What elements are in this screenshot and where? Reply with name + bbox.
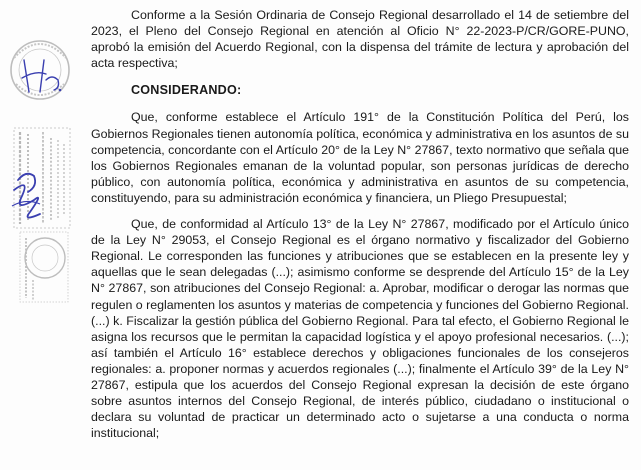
intro-paragraph: Conforme a la Sesión Ordinaria de Consejo Regional desarrollado el 14 de setiembre del 2023, el Pleno del Consejo Regional en atención al Oficio N° 22-2023-P/CR/GORE-PUNO, aprobó la emisión del Acuerdo Regional, con la dispensa del trámite de lectura y aprobación del acta respectiva; bbox=[91, 8, 629, 71]
handwritten-initials bbox=[22, 60, 61, 92]
section-heading: CONSIDERANDO: bbox=[131, 83, 242, 98]
rectangular-stamp bbox=[14, 128, 70, 228]
document-body bbox=[91, 7, 629, 441]
body-paragraph: Que, conforme establece el Artículo 191° de la Constitución Política del Perú, los Gobiernos Regionales tienen autonomía política, económica y administrativa en los asuntos de su competencia, concordante con el Artículo 20° de la Ley N° 27867, texto normativo que señala que los Gobiernos Regionales emanan de la voluntad popular, son personas jurídicas de derecho público, con autonomía política, económica y administrativa en asuntos de su competencia, constituyendo, para su administración económica y financiera, un Pliego Presupuestal; bbox=[91, 110, 629, 205]
margin-stamps-signatures bbox=[0, 0, 80, 470]
circular-seal-lower bbox=[20, 232, 68, 302]
body-paragraph: Que, de conformidad al Artículo 13° de la Ley N° 27867, modificado por el Artículo único de la Ley N° 29053, el Consejo Regional es el órgano normativo y fiscalizador del Gobierno Regional. Le corresponden las funciones y atribuciones que se establecen en la presente ley y aquellas que le sean delegadas (...); asimismo conforme se desprende del Artículo 15° de la Ley N° 27867, son atribuciones del Consejo Regional: a. Aprobar, modificar o derogar las normas que regulen o reglamenten los asuntos y materias de competencia y funciones del Gobierno Regional. (...) k. Fiscalizar la gestión pública del Gobierno Regional. Para tal efecto, el Gobierno Regional le asigna los recursos que le permitan la capacidad logística y el apoyo profesional necesarios. (...); así también el Artículo 16° establece derechos y obligaciones funcionales de los consejeros regionales: a. proponer normas y acuerdos regionales (...); finalmente el Artículo 39° de la Ley N° 27867, estipula que los acuerdos del Consejo Regional expresan la decisión de este órgano sobre asuntos internos del Consejo Regional, de interés público, ciudadano o institucional o declara su voluntad de practicar un determinado acto o sujetarse a una conducta o norma institucional; bbox=[91, 217, 629, 441]
handwritten-signature bbox=[12, 174, 40, 218]
